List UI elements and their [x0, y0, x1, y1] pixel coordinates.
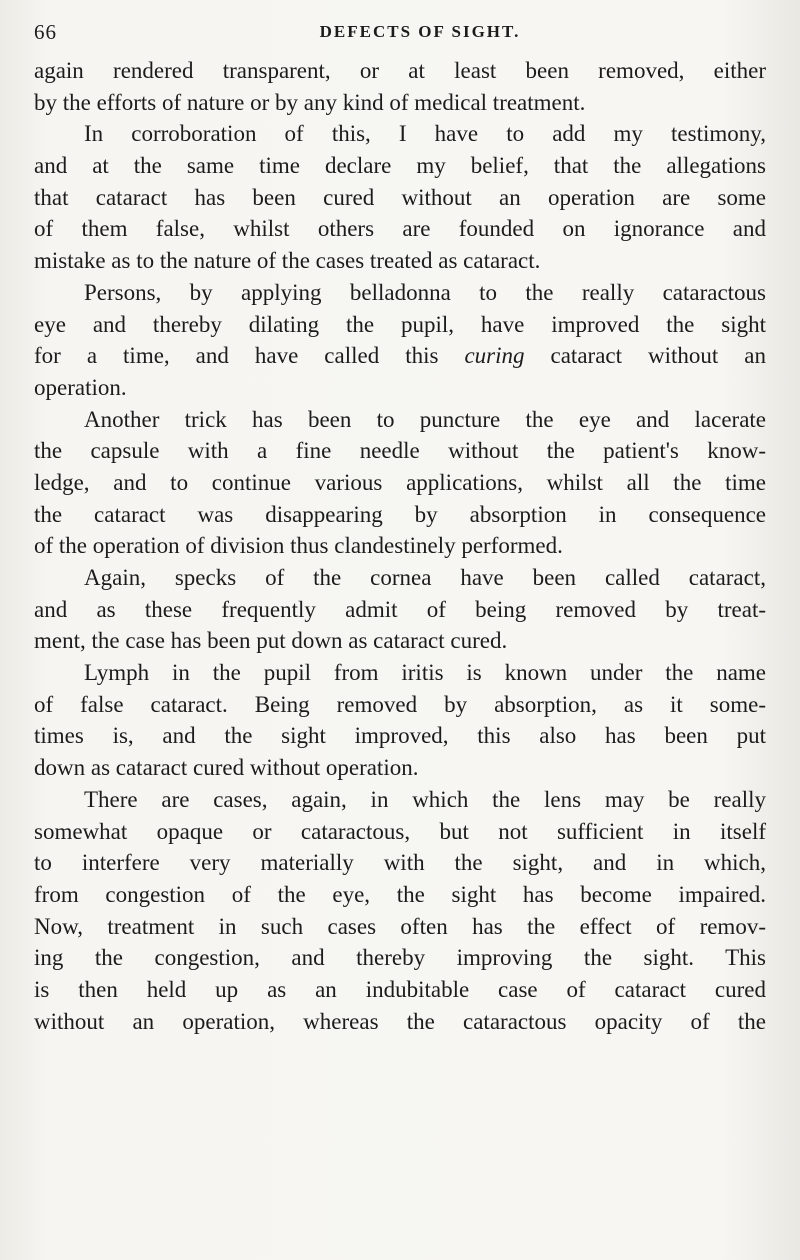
- text-line: times is, and the sight improved, this also has been put: [34, 723, 766, 749]
- text-line: ledge, and to continue various applications, whilst all the time: [34, 469, 766, 495]
- text-line: ing the congestion, and thereby improving the sight. This: [34, 945, 766, 971]
- text-line: eye and thereby dilating the pupil, have improved the sight: [34, 311, 766, 337]
- running-head: [34, 20, 766, 50]
- text-line: There are cases, again, in which the lens may be really: [84, 786, 766, 812]
- text-line: Lymph in the pupil from iritis is known under the name: [84, 660, 766, 686]
- text-line: for a time, and have called this curing cataract without an: [34, 343, 766, 369]
- text-line: the cataract was disappearing by absorption in consequence: [34, 501, 766, 527]
- text-line: by the efforts of nature or by any kind of medical treatment.: [34, 89, 586, 115]
- text-line: down as cataract cured without operation.: [34, 755, 419, 781]
- text-line: without an operation, whereas the cataractous opacity of the: [34, 1008, 766, 1034]
- text-line: and as these frequently admit of being removed by treat-: [34, 596, 766, 622]
- text-line: ment, the case has been put down as cataract cured.: [34, 628, 508, 654]
- text-line: somewhat opaque or cataractous, but not sufficient in itself: [34, 818, 766, 844]
- page-number: 66: [34, 20, 57, 44]
- text-line: again rendered transparent, or at least been removed, either: [34, 58, 766, 83]
- text-line: Again, specks of the cornea have been called cataract,: [84, 565, 766, 590]
- text-line: In corroboration of this, I have to add my testimony,: [84, 121, 766, 147]
- text-line: mistake as to the nature of the cases treated as cataract.: [34, 248, 541, 274]
- text-line: that cataract has been cured without an operation are some: [34, 184, 766, 210]
- text-line: of them false, whilst others are founded on ignorance and: [34, 216, 766, 242]
- text-line: the capsule with a fine needle without the patient's know-: [34, 438, 766, 464]
- text-line: of the operation of division thus clandestinely performed.: [34, 533, 563, 559]
- body-text: [34, 55, 766, 1037]
- text-line: Another trick has been to puncture the eye and lacerate: [84, 406, 766, 432]
- text-line: operation.: [34, 374, 127, 400]
- text-line: is then held up as an indubitable case of cataract cured: [34, 976, 766, 1002]
- text-line: to interfere very materially with the sight, and in which,: [34, 850, 766, 876]
- text-line: from congestion of the eye, the sight has become impaired.: [34, 881, 766, 907]
- text-line: Now, treatment in such cases often has the effect of remov-: [34, 913, 766, 939]
- text-line: and at the same time declare my belief, that the allegations: [34, 153, 766, 179]
- text-line: of false cataract. Being removed by absorption, as it some-: [34, 691, 766, 717]
- running-title: DEFECTS OF SIGHT.: [319, 22, 521, 41]
- text-line: Persons, by applying belladonna to the really cataractous: [84, 279, 766, 305]
